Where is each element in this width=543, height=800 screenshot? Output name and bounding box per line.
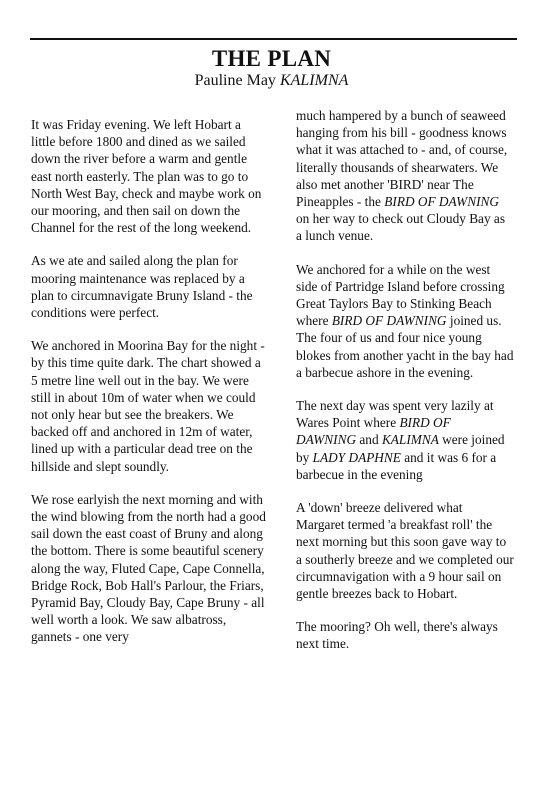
paragraph xyxy=(296,397,514,483)
boat-name: BIRD OF DAWNING xyxy=(384,194,499,210)
paragraph: The mooring? Oh well, there's always next time. xyxy=(296,619,498,652)
article-byline xyxy=(0,72,543,90)
top-rule xyxy=(30,38,517,40)
paragraph: We anchored in Moorina Bay for the night - by this time quite dark. The chart showed a 5 metre line well out in the bay. We were still in about 10m of water when we could not only hear but see the breakers. We backed off and anchored in 12m of water, lined up with a particular dead tree on the hillside and slept soundly. xyxy=(31,338,265,474)
text-run: We anchored for a while on the west side of Partridge Island before crossing Great Taylors Bay to Stinking Beach where xyxy=(296,261,505,329)
boat-name: LADY DAPHNE xyxy=(312,449,401,465)
right-column xyxy=(296,107,514,653)
boat-name: BIRD OF DAWNING xyxy=(296,415,451,448)
boat-name: BIRD OF DAWNING xyxy=(331,313,447,329)
paragraph: It was Friday evening. We left Hobart a little before 1800 and dined as we sailed down the river before a warm and gentle east north easterly. The plan was to go to North West Bay, check and maybe work on our mooring, and then sail on down the Channel for the rest of the long weekend. xyxy=(31,117,262,236)
paragraph: We rose earlyish the next morning and with the wind blowing from the north had a good sail down the east coast of Bruny and along the bottom. There is some beautiful scenery along the way, Fluted Cape, Cape Connella, Bridge Rock, Bob Hall's Parlour, the Friars, Pyramid Bay, Cloudy Bay, Cape Bruny - all well worth a look. We saw albatross, gannets - one very xyxy=(31,491,266,645)
text-run: and xyxy=(356,432,382,448)
text-run: joined us. The four of us and four nice young blokes from another yacht in the bay had a barbecue ashore in the evening. xyxy=(296,313,514,380)
left-column xyxy=(31,116,266,646)
paragraph xyxy=(296,261,514,381)
byline-author: Pauline May xyxy=(194,72,276,89)
text-run: and it was 6 for a barbecue in the evening xyxy=(296,449,497,482)
boat-name: KALIMNA xyxy=(381,432,439,448)
paragraph xyxy=(296,107,514,245)
text-run: The next day was spent very lazily at Wares Point where xyxy=(296,398,494,431)
text-run: much hampered by a bunch of seaweed hanging from his bill - goodness knows what it was attached to - and, of course, literally thousands of shearwaters. We also met another 'BIRD' near The Pineapples - the xyxy=(296,108,508,210)
article-title: THE PLAN xyxy=(211,46,332,71)
text-run: on her way to check out Cloudy Bay as a lunch venue. xyxy=(296,211,506,244)
paragraph: A 'down' breeze delivered what Margaret termed 'a breakfast roll' the next morning but this soon gave way to a southerly breeze and we completed our circumnavigation with a 9 hour sail on gentle breezes back to Hobart. xyxy=(296,500,514,602)
text-run: were joined by xyxy=(296,432,505,465)
paragraph: As we ate and sailed along the plan for mooring maintenance was replaced by a plan to circumnavigate Bruny Island - the conditions were perfect. xyxy=(31,253,253,321)
byline-boat: KALIMNA xyxy=(279,72,349,89)
